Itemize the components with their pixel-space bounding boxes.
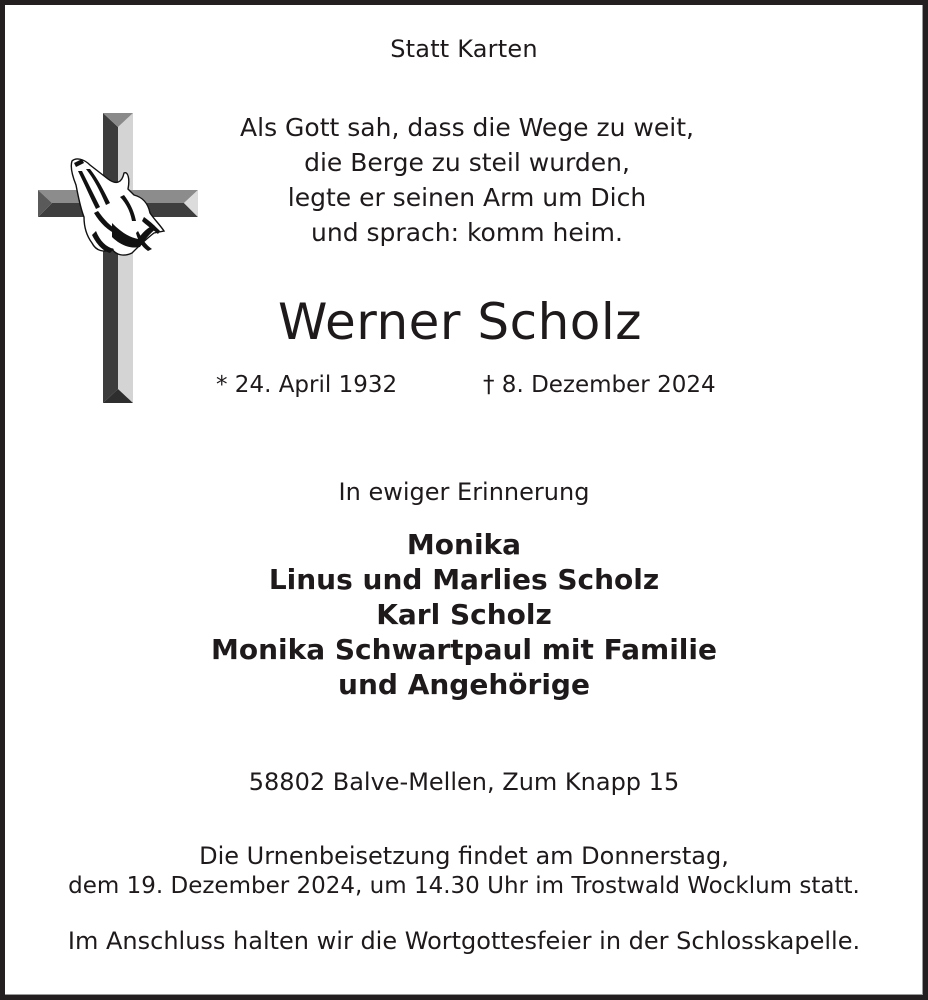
birth-date: * 24. April 1932 [216, 372, 398, 398]
deceased-name-block [5, 293, 923, 351]
mourner: Linus und Marlies Scholz [268, 563, 660, 596]
mourner: und Angehörige [338, 668, 590, 701]
mourners-list [5, 527, 923, 702]
funeral-info [5, 841, 923, 901]
memory-line: In ewiger Erinnerung [338, 478, 590, 506]
verse [227, 110, 707, 250]
address: 58802 Balve-Mellen, Zum Knapp 15 [248, 768, 680, 796]
service-info: Im Anschluss halten wir die Wortgottesfeier in der Schlosskapelle. [67, 927, 861, 955]
mourner: Karl Scholz [376, 598, 552, 631]
mourner: Monika Schwartpaul mit Familie [210, 633, 717, 666]
obituary-notice [5, 5, 923, 995]
death-date: † 8. Dezember 2024 [483, 372, 716, 398]
cross-with-praying-hands-icon [38, 113, 198, 403]
header-statt-karten: Statt Karten [390, 35, 538, 63]
funeral-line: Die Urnenbeisetzung findet am Donnerstag, [199, 842, 729, 870]
funeral-line: dem 19. Dezember 2024, um 14.30 Uhr im Trostwald Wocklum statt. [68, 873, 860, 899]
verse-line: die Berge zu steil wurden, [304, 148, 630, 177]
verse-line: Als Gott sah, dass die Wege zu weit, [240, 113, 694, 142]
deceased-name: Werner Scholz [278, 293, 642, 351]
verse-line: und sprach: komm heim. [311, 218, 623, 247]
mourner: Monika [406, 528, 522, 561]
verse-line: legte er seinen Arm um Dich [287, 183, 647, 212]
